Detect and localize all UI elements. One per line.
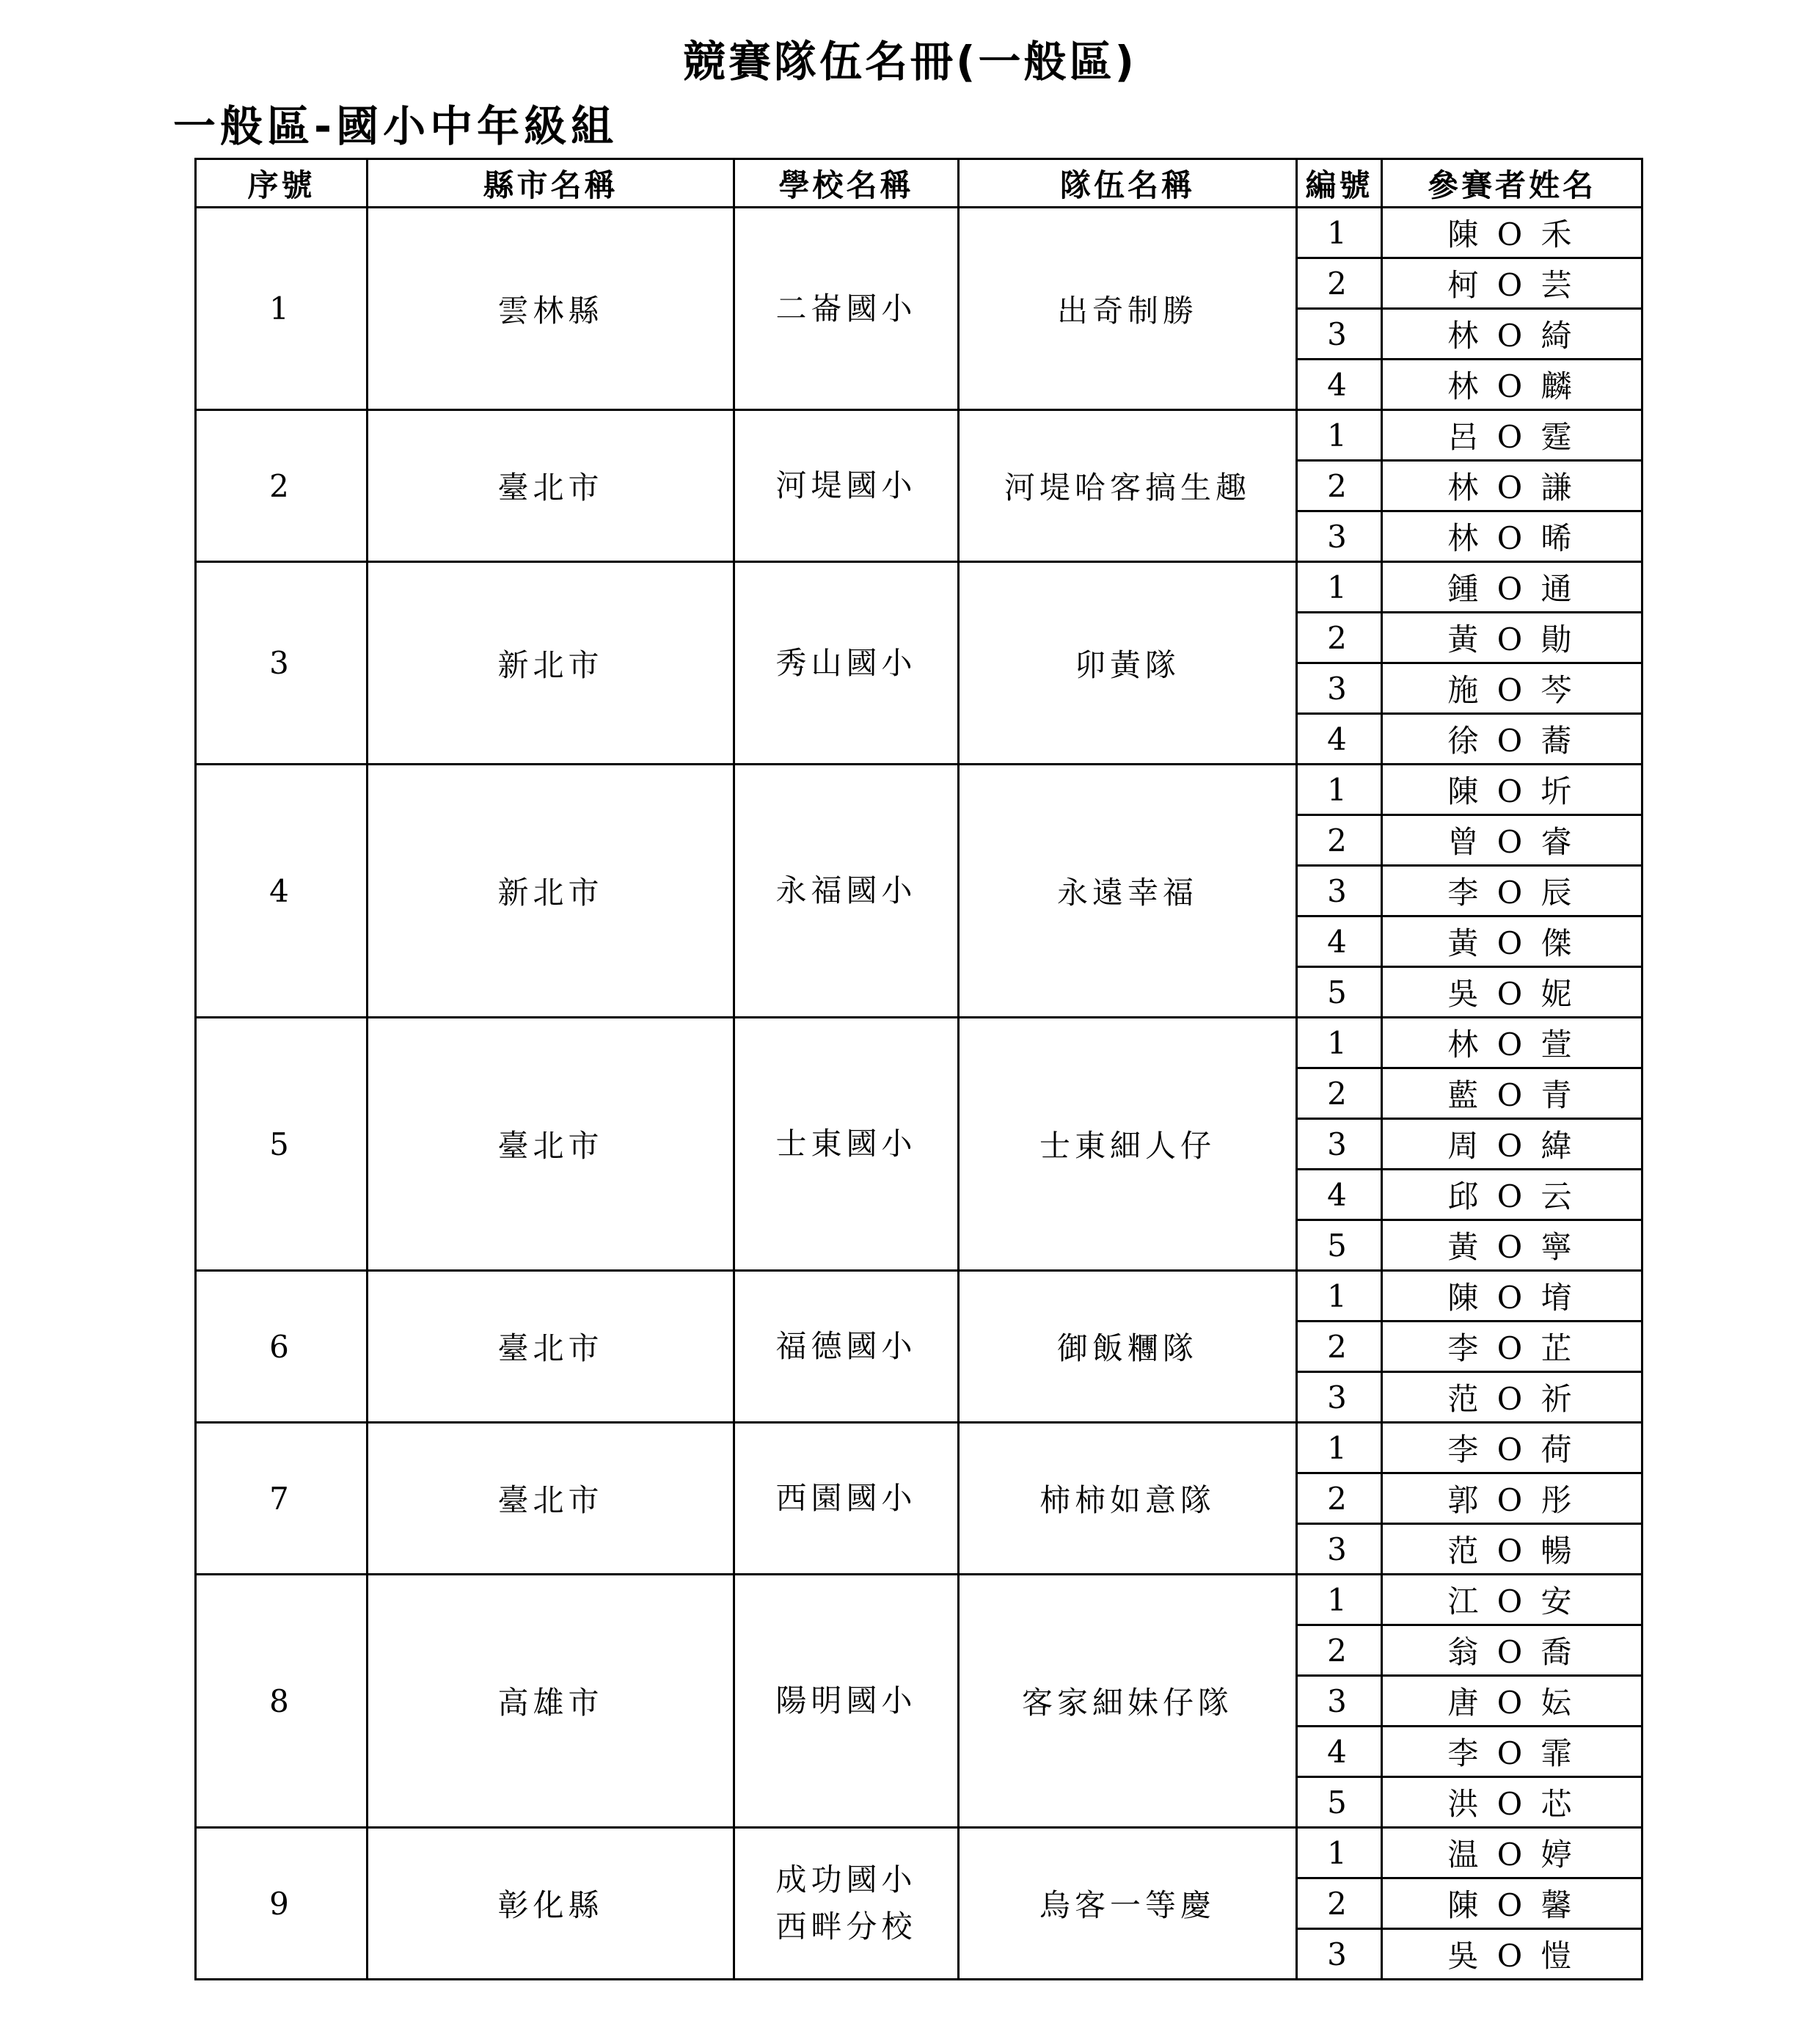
header-team: 隊伍名稱 (959, 159, 1297, 208)
county-cell: 新北市 (368, 765, 734, 1018)
participant-name-cell: 范 O 暢 (1382, 1524, 1642, 1575)
roster-table (194, 158, 1643, 1980)
seq-cell: 2 (196, 410, 368, 562)
county-cell: 臺北市 (368, 1018, 734, 1271)
seq-cell: 8 (196, 1575, 368, 1828)
team-cell: 御飯糰隊 (959, 1271, 1297, 1423)
school-name-line: 西畔分校 (775, 1909, 917, 1944)
member-number-cell: 3 (1297, 1524, 1382, 1575)
participant-name-cell: 唐 O 妘 (1382, 1676, 1642, 1727)
member-number-cell: 5 (1297, 1777, 1382, 1828)
school-name-line: 成功國小 (775, 1862, 917, 1898)
member-number-cell: 5 (1297, 967, 1382, 1018)
participant-name-cell: 翁 O 喬 (1382, 1625, 1642, 1676)
participant-name-cell: 李 O 辰 (1382, 866, 1642, 916)
participant-name-cell: 黃 O 寧 (1382, 1220, 1642, 1271)
participant-name-cell: 陳 O 堉 (1382, 1271, 1642, 1322)
team-cell: 出奇制勝 (959, 208, 1297, 410)
participant-name-cell: 黃 O 傑 (1382, 916, 1642, 967)
participant-name-cell: 吳 O 妮 (1382, 967, 1642, 1018)
school-cell (734, 562, 959, 765)
table-row (196, 765, 1642, 815)
participant-name-cell: 温 O 婷 (1382, 1828, 1642, 1878)
member-number-cell: 1 (1297, 1018, 1382, 1068)
participant-name-cell: 周 O 緯 (1382, 1119, 1642, 1170)
member-number-cell: 2 (1297, 461, 1382, 511)
participant-name-cell: 林 O 謙 (1382, 461, 1642, 511)
seq-cell: 5 (196, 1018, 368, 1271)
member-number-cell: 3 (1297, 1929, 1382, 1980)
member-number-cell: 1 (1297, 1828, 1382, 1878)
member-number-cell: 4 (1297, 714, 1382, 765)
member-number-cell: 1 (1297, 1271, 1382, 1322)
school-cell (734, 1575, 959, 1828)
participant-name-cell: 林 O 綺 (1382, 309, 1642, 360)
member-number-cell: 5 (1297, 1220, 1382, 1271)
table-row (196, 1423, 1642, 1473)
table-row (196, 562, 1642, 613)
participant-name-cell: 吳 O 愷 (1382, 1929, 1642, 1980)
member-number-cell: 1 (1297, 1575, 1382, 1625)
team-cell: 柿柿如意隊 (959, 1423, 1297, 1575)
member-number-cell: 3 (1297, 1119, 1382, 1170)
team-cell: 河堤哈客搞生趣 (959, 410, 1297, 562)
participant-name-cell: 黃 O 勛 (1382, 613, 1642, 663)
participant-name-cell: 陳 O 圻 (1382, 765, 1642, 815)
school-name-line: 西園國小 (775, 1480, 917, 1516)
member-number-cell: 3 (1297, 1372, 1382, 1423)
table-row (196, 1271, 1642, 1322)
county-cell: 臺北市 (368, 410, 734, 562)
header-member-number: 編號 (1297, 159, 1382, 208)
participant-name-cell: 邱 O 云 (1382, 1170, 1642, 1220)
school-cell (734, 410, 959, 562)
table-row (196, 410, 1642, 461)
participant-name-cell: 江 O 安 (1382, 1575, 1642, 1625)
participant-name-cell: 林 O 晞 (1382, 511, 1642, 562)
school-cell (734, 1423, 959, 1575)
member-number-cell: 3 (1297, 1676, 1382, 1727)
team-cell: 烏客一等慶 (959, 1828, 1297, 1980)
county-cell: 新北市 (368, 562, 734, 765)
participant-name-cell: 徐 O 蕎 (1382, 714, 1642, 765)
table-header-row (196, 159, 1642, 208)
school-name-line: 福德國小 (775, 1328, 917, 1364)
member-number-cell: 4 (1297, 1170, 1382, 1220)
participant-name-cell: 呂 O 霆 (1382, 410, 1642, 461)
school-cell (734, 765, 959, 1018)
participant-name-cell: 洪 O 芯 (1382, 1777, 1642, 1828)
member-number-cell: 4 (1297, 1727, 1382, 1777)
member-number-cell: 2 (1297, 1068, 1382, 1119)
table-row (196, 208, 1642, 258)
county-cell: 臺北市 (368, 1271, 734, 1423)
member-number-cell: 2 (1297, 258, 1382, 309)
header-participant-name: 參賽者姓名 (1382, 159, 1642, 208)
table-row (196, 1575, 1642, 1625)
member-number-cell: 2 (1297, 1878, 1382, 1929)
participant-name-cell: 李 O 霏 (1382, 1727, 1642, 1777)
member-number-cell: 3 (1297, 309, 1382, 360)
county-cell: 高雄市 (368, 1575, 734, 1828)
team-cell: 士東細人仔 (959, 1018, 1297, 1271)
school-name-line: 秀山國小 (775, 644, 917, 681)
school-name-line: 士東國小 (775, 1126, 917, 1162)
section-title: 一般區-國小中年級組 (173, 101, 618, 151)
member-number-cell: 4 (1297, 360, 1382, 410)
participant-name-cell: 陳 O 禾 (1382, 208, 1642, 258)
member-number-cell: 3 (1297, 663, 1382, 714)
school-cell (734, 1271, 959, 1423)
participant-name-cell: 藍 O 青 (1382, 1068, 1642, 1119)
participant-name-cell: 曾 O 睿 (1382, 815, 1642, 866)
member-number-cell: 1 (1297, 208, 1382, 258)
seq-cell: 4 (196, 765, 368, 1018)
participant-name-cell: 鍾 O 通 (1382, 562, 1642, 613)
school-name-line: 二崙國小 (775, 290, 917, 327)
member-number-cell: 2 (1297, 815, 1382, 866)
header-seq: 序號 (196, 159, 368, 208)
participant-name-cell: 施 O 芩 (1382, 663, 1642, 714)
roster-body (196, 208, 1642, 1980)
member-number-cell: 2 (1297, 1625, 1382, 1676)
school-name-line: 永福國小 (775, 872, 917, 908)
member-number-cell: 1 (1297, 410, 1382, 461)
table-row (196, 1828, 1642, 1878)
participant-name-cell: 李 O 芷 (1382, 1322, 1642, 1372)
member-number-cell: 1 (1297, 1423, 1382, 1473)
county-cell: 雲林縣 (368, 208, 734, 410)
school-name-line: 河堤國小 (775, 467, 917, 503)
member-number-cell: 1 (1297, 765, 1382, 815)
participant-name-cell: 陳 O 馨 (1382, 1878, 1642, 1929)
seq-cell: 6 (196, 1271, 368, 1423)
table-row (196, 1018, 1642, 1068)
member-number-cell: 2 (1297, 1322, 1382, 1372)
page-title: 競賽隊伍名冊(一般區) (682, 37, 1138, 87)
member-number-cell: 3 (1297, 511, 1382, 562)
seq-cell: 3 (196, 562, 368, 765)
header-school: 學校名稱 (734, 159, 959, 208)
county-cell: 臺北市 (368, 1423, 734, 1575)
participant-name-cell: 林 O 萱 (1382, 1018, 1642, 1068)
member-number-cell: 2 (1297, 613, 1382, 663)
school-cell (734, 1828, 959, 1980)
participant-name-cell: 李 O 荷 (1382, 1423, 1642, 1473)
team-cell: 永遠幸福 (959, 765, 1297, 1018)
team-cell: 客家細妹仔隊 (959, 1575, 1297, 1828)
member-number-cell: 3 (1297, 866, 1382, 916)
seq-cell: 9 (196, 1828, 368, 1980)
participant-name-cell: 范 O 祈 (1382, 1372, 1642, 1423)
seq-cell: 7 (196, 1423, 368, 1575)
member-number-cell: 1 (1297, 562, 1382, 613)
county-cell: 彰化縣 (368, 1828, 734, 1980)
header-county: 縣市名稱 (368, 159, 734, 208)
school-name-line: 陽明國小 (775, 1683, 917, 1718)
participant-name-cell: 郭 O 彤 (1382, 1473, 1642, 1524)
seq-cell: 1 (196, 208, 368, 410)
participant-name-cell: 林 O 麟 (1382, 360, 1642, 410)
school-cell (734, 208, 959, 410)
team-cell: 卯黃隊 (959, 562, 1297, 765)
member-number-cell: 4 (1297, 916, 1382, 967)
participant-name-cell: 柯 O 芸 (1382, 258, 1642, 309)
school-cell (734, 1018, 959, 1271)
member-number-cell: 2 (1297, 1473, 1382, 1524)
